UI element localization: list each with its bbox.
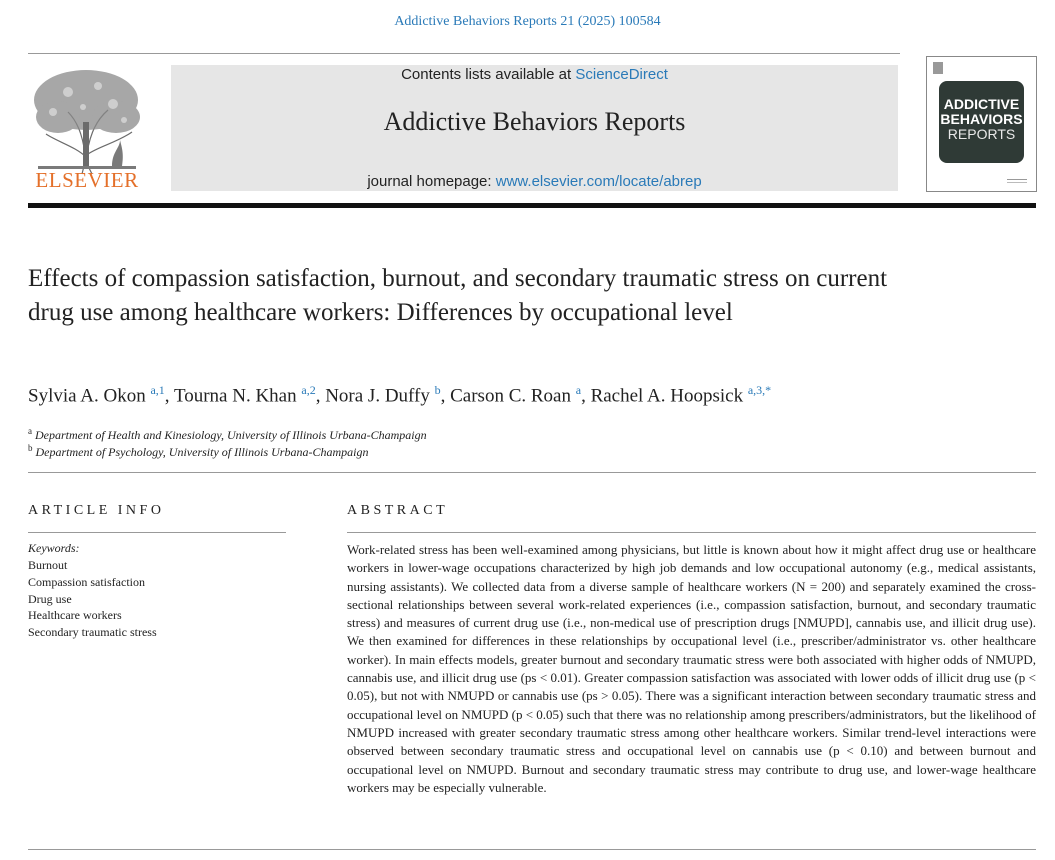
author-name[interactable]: Nora J. Duffy [325, 385, 430, 407]
divider [28, 472, 1036, 473]
author-name[interactable]: Rachel A. Hoopsick [590, 385, 744, 407]
cover-barcode-lines [1007, 179, 1027, 180]
keyword-item: Burnout [28, 558, 68, 572]
keyword-item: Compassion satisfaction [28, 574, 145, 589]
keyword-item: Healthcare workers [28, 608, 122, 623]
author-affiliation-marker[interactable]: a [575, 383, 582, 397]
abstract-heading: ABSTRACT [347, 503, 449, 518]
contents-line: Contents lists available at ScienceDirect [401, 66, 668, 83]
cover-logo-icon [933, 62, 943, 74]
affiliation-a: $^a$ Department of Health and Kinesiology, University of Illinois Urbana-Champaign [28, 426, 427, 442]
journal-header-box [171, 65, 898, 191]
publisher-wordmark: ELSEVIER [35, 168, 139, 192]
keyword-item: Drug use [28, 591, 72, 606]
divider [28, 849, 1036, 850]
author-affiliation-marker[interactable]: a,1 [150, 383, 165, 397]
header-divider [28, 203, 1036, 208]
article-title: Effects of compassion satisfaction, burnout, and secondary traumatic stress on current drug use among healthcare workers: Differences by occupational level [28, 265, 888, 326]
journal-homepage-link[interactable]: www.elsevier.com/locate/abrep [495, 173, 702, 190]
journal-cover-thumbnail[interactable] [926, 56, 1037, 192]
author-affiliation-marker[interactable]: a,2 [301, 383, 316, 397]
article-info-heading: ARTICLE INFO [28, 503, 165, 518]
divider [28, 53, 900, 54]
divider [28, 532, 286, 533]
sciencedirect-link[interactable]: ScienceDirect [575, 66, 668, 83]
cover-line-3: REPORTS [947, 126, 1016, 142]
journal-citation[interactable]: Addictive Behaviors Reports 21 (2025) 100584 [394, 14, 661, 29]
cover-line-1: ADDICTIVE [943, 96, 1020, 112]
cover-title-tile [939, 81, 1024, 163]
divider [347, 532, 1036, 533]
abstract-text: Work-related stress has been well-examined among physicians, but little is known about how it might affect drug use or healthcare workers in lower-wage occupations characterized by high job demands and low occupational autonomy (e.g., medical assistants, nursing assistants). We collected data from a diverse sample of healthcare workers (N = 200) and separately examined the cross-sectional relationships between several work-related experiences (i.e., compassion satisfaction, burnout, and secondary traumatic stress) and measures of current drug use (i.e., non-medical use of prescription drugs [NMUPD], cannabis use, and illicit drug use). We then examined for differences in these relationships by occupational level (i.e., prescriber/administrator vs. other healthcare worker). In main effects models, greater burnout and secondary traumatic stress were both associated with higher odds of NMUPD, cannabis use, and illicit drug use (ps < 0.01). Greater compassion satisfaction was associated with lower odds of illicit drug use (p < 0.05), but not with NMUPD or cannabis use (ps > 0.05). There was a significant interaction between secondary traumatic stress and occupational level on NMUPD (p < 0.05) such that there was no relationship among prescribers/administrators, but the likelihood of NMUPD increased with greater secondary traumatic stress among other healthcare workers. Similar trend-level interactions were observed between secondary traumatic stress and occupational level on cannabis use (p < 0.10) and between burnout and occupational level on NMUPD. Burnout and secondary traumatic stress may contribute to drug use, and lower-wage healthcare workers may be especially vulnerable. [347, 542, 1036, 795]
author-name[interactable]: Tourna N. Khan [173, 385, 297, 407]
journal-header [28, 56, 1036, 196]
keyword-list [28, 557, 157, 641]
author-name[interactable]: Carson C. Roan [450, 385, 571, 407]
author-name[interactable]: Sylvia A. Okon [28, 385, 146, 407]
affiliation-b: $^b$ Department of Psychology, University of Illinois Urbana-Champaign [28, 443, 369, 459]
homepage-line: journal homepage: www.elsevier.com/locate/abrep [367, 173, 702, 190]
author-affiliation-marker[interactable]: a,3,* [747, 383, 772, 397]
keyword-item: Secondary traumatic stress [28, 625, 157, 640]
journal-name: Addictive Behaviors Reports [383, 107, 686, 136]
keywords-label: Keywords: [28, 541, 80, 555]
cover-line-2: BEHAVIORS [940, 111, 1023, 127]
author-list: Sylvia A. Okon $^{a,1}$, Tourna N. Khan $^{a,2}$, Nora J. Duffy $^b$, Carson C. Roan $^a$, Rachel A. Hoopsick $^{a,3,*}$ [28, 383, 772, 407]
author-affiliation-marker[interactable]: b [434, 383, 441, 397]
